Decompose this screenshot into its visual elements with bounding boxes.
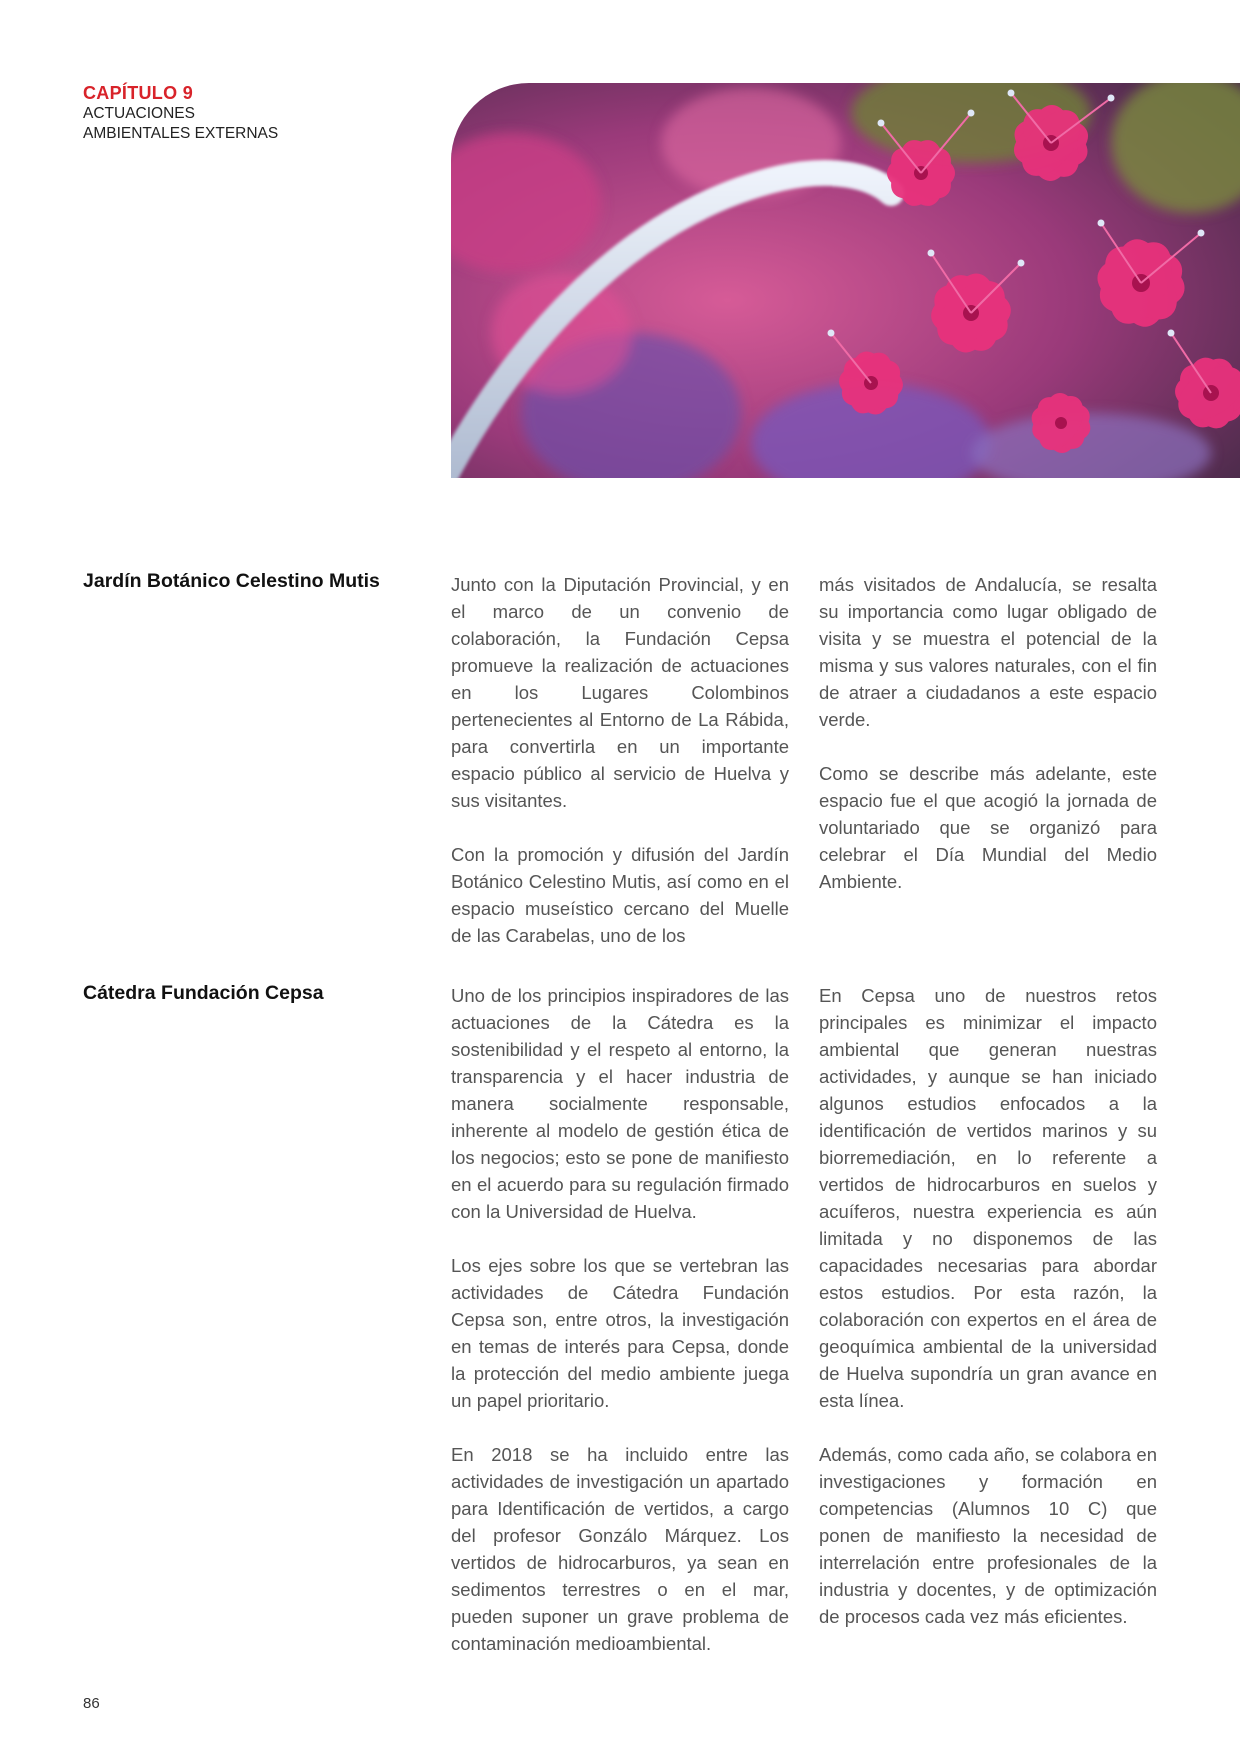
section-heading-catedra-fundacion-cepsa: Cátedra Fundación Cepsa xyxy=(83,982,324,1004)
chapter-title-line2: AMBIENTALES EXTERNAS xyxy=(83,125,279,142)
paragraph: Con la promoción y difusión del Jardín Botánico Celestino Mutis, así como en el espacio museístico cercano del Muelle de las Carabelas, uno de los xyxy=(451,844,789,946)
paragraph: Junto con la Diputación Provincial, y en el marco de un convenio de colaboración, la Fundación Cepsa promueve la realización de actuaciones en los Lugares Colombinos pertenecientes al Entorno de La Rábida, para convertirla en un importante espacio público al servicio de Huelva y sus visitantes. xyxy=(451,574,789,811)
paragraph: Además, como cada año, se colabora en investigaciones y formación en competencias (Alumnos 10 C) que ponen de manifiesto la necesidad de interrelación entre profesionales de la industria y docentes, y de optimización de procesos cada vez más eficientes. xyxy=(819,1444,1157,1627)
section-heading-jardin-botanico: Jardín Botánico Celestino Mutis xyxy=(83,570,380,592)
section-1-column-2 xyxy=(819,571,1157,895)
paragraph: Como se describe más adelante, este espacio fue el que acogió la jornada de voluntariado que se organizó para celebrar el Día Mundial del Medio Ambiente. xyxy=(819,763,1157,892)
chapter-label: CAPÍTULO 9 xyxy=(83,83,194,103)
section-1-column-1 xyxy=(451,571,789,949)
section-2-column-2 xyxy=(819,982,1157,1630)
chapter-title-line1: ACTUACIONES xyxy=(83,105,195,122)
paragraph: En Cepsa uno de nuestros retos principales es minimizar el impacto ambiental que generan nuestras actividades, y aunque se han iniciado algunos estudios enfocados a la identificación de vertidos marinos y su biorremediación, en lo referente a vertidos de hidrocarburos en suelos y acuíferos, nuestra experiencia es aún limitada y no disponemos de las capacidades necesarias para abordar estos estudios. Por esta razón, la colaboración con expertos en el área de geoquímica ambiental de la universidad de Huelva supondría un gran avance en esta línea. xyxy=(819,985,1157,1411)
chapter-title xyxy=(83,104,278,144)
hero-flower-image xyxy=(451,83,1240,478)
paragraph: Los ejes sobre los que se vertebran las actividades de Cátedra Fundación Cepsa son, entre otros, la investigación en temas de interés para Cepsa, donde la protección del medio ambiente juega un papel prioritario. xyxy=(451,1255,789,1411)
section-2-column-1 xyxy=(451,982,789,1657)
page-number: 86 xyxy=(83,1695,100,1712)
paragraph: Uno de los principios inspiradores de las actuaciones de la Cátedra es la sostenibilidad y el respeto al entorno, la transparencia y el hacer industria de manera socialmente responsable, inherente al modelo de gestión ética de los negocios; esto se pone de manifiesto en el acuerdo para su regulación firmado con la Universidad de Huelva. xyxy=(451,985,789,1222)
paragraph: más visitados de Andalucía, se resalta su importancia como lugar obligado de visita y se muestra el potencial de la misma y sus valores naturales, con el fin de atraer a ciudadanos a este espacio verde. xyxy=(819,574,1157,730)
flower-photo-illustration xyxy=(451,83,1240,478)
paragraph: En 2018 se ha incluido entre las actividades de investigación un apartado para Identificación de vertidos, a cargo del profesor Gonzálo Márquez. Los vertidos de hidrocarburos, ya sean en sedimentos terrestres o en el mar, pueden suponer un grave problema de contaminación medioambiental. xyxy=(451,1444,789,1654)
